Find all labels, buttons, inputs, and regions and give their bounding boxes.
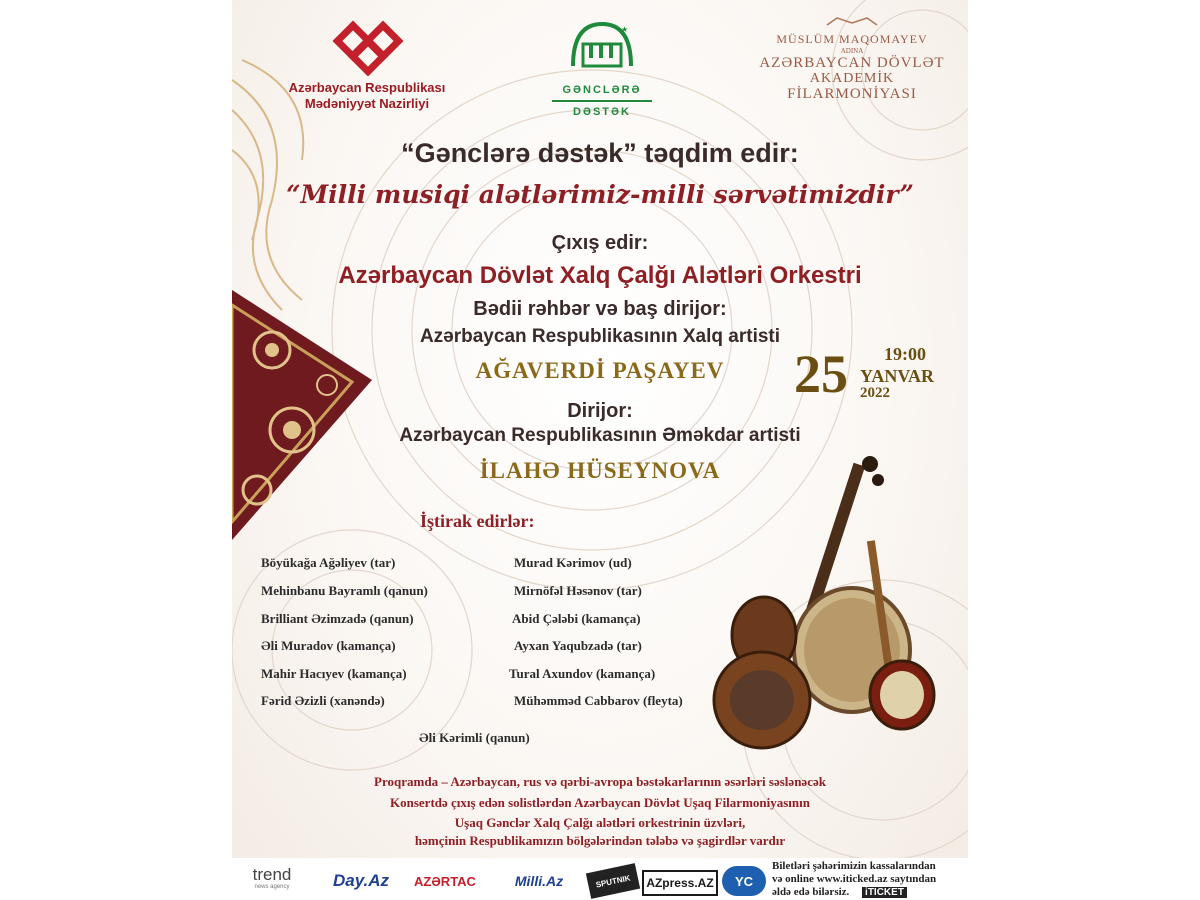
yc-logo: YC	[722, 866, 766, 896]
tickets-line1: Biletləri şəhərimizin kassalarından	[772, 860, 936, 872]
footer-line3: Uşaq Gənclər Xalq Çalğı alətləri orkestrinin üzvləri,	[454, 815, 746, 830]
svg-text:★: ★	[621, 25, 629, 34]
support-line1: GƏNCLƏRƏ	[562, 84, 642, 96]
participant-left-2: Mehinbanu Bayramlı (qanun)	[261, 583, 428, 598]
date-month: YANVAR	[860, 366, 935, 386]
participant-left-3: Brilliant Əzimzadə (qanun)	[261, 611, 414, 626]
phil-line2: ADINA	[840, 47, 864, 55]
footer-line2: Konsertdə çıxış edən solistlərdən Azərbaycan Dövlət Uşaq Filarmoniyasının	[390, 795, 810, 810]
phil-line4: AKADEMİK	[809, 71, 895, 86]
crown-ornament-icon	[822, 15, 882, 27]
trend-sub: news agency	[254, 884, 290, 890]
orchestra-name: Azərbaycan Dövlət Xalq Çalğı Alətləri Orkestri	[338, 262, 862, 289]
participant-right-1: Murad Kərimov (ud)	[514, 555, 632, 570]
participant-last: Əli Kərimli (qanun)	[419, 730, 530, 745]
participant-right-3: Abid Çələbi (kamança)	[512, 611, 641, 626]
footer-line1: Proqramda – Azərbaycan, rus və qərbi-avropa bəstəkarlarının əsərləri səslənəcək	[374, 774, 826, 789]
director-label: Bədii rəhbər və baş dirijor:	[473, 298, 727, 320]
concert-title: “Milli musiqi alətlərimiz-milli sərvətimizdir”	[286, 180, 914, 209]
performs-label: Çıxış edir:	[551, 232, 649, 254]
ministry-name	[272, 80, 462, 112]
tickets-info	[772, 860, 968, 899]
instruments-illustration	[702, 440, 968, 770]
azertac-logo: AZƏRTAC	[414, 873, 476, 889]
dayaz-logo: Day.Az	[332, 871, 390, 890]
participant-left-6: Fərid Əzizli (xanəndə)	[261, 693, 385, 708]
participant-right-2: Mirnöfəl Həsənov (tar)	[514, 583, 642, 598]
presents-heading: “Gənclərə dəstək” təqdim edir:	[401, 138, 799, 168]
tickets-line3	[772, 886, 968, 899]
participant-left-4: Əli Muradov (kamança)	[261, 638, 396, 653]
youth-support-logo-icon	[565, 18, 639, 78]
date-block	[794, 342, 964, 412]
conductor-label: Dirijor:	[567, 400, 633, 422]
trend-name: trend	[252, 865, 292, 884]
philharmonic-logo	[752, 14, 952, 103]
tickets-line3-text: əldə edə bilərsiz.	[772, 886, 850, 898]
trend-logo	[236, 862, 308, 900]
conductor-title: Azərbaycan Respublikasının Əməkdar artisti	[399, 425, 801, 446]
phil-line1: MÜSLÜM MAQOMAYEV	[776, 32, 928, 46]
phil-line5: FİLARMONİYASI	[787, 86, 917, 102]
concert-poster	[232, 0, 968, 900]
support-line2: DƏSTƏK	[552, 100, 652, 122]
participant-right-6: Mühəmməd Cabbarov (fleyta)	[514, 693, 683, 708]
participant-right-4: Ayxan Yaqubzadə (tar)	[514, 638, 642, 653]
director-title: Azərbaycan Respublikasının Xalq artisti	[419, 326, 781, 347]
phil-line3: AZƏRBAYCAN DÖVLƏT	[759, 55, 945, 71]
azpress-logo: AZpress.AZ	[642, 870, 718, 896]
youth-support-logo-text	[552, 80, 652, 122]
iticket-logo: iTICKET	[862, 887, 907, 898]
date-year: 2022	[860, 385, 890, 401]
date-day: 25	[794, 344, 848, 404]
sputnik-logo: SPUTNIK	[586, 863, 640, 899]
director-name: AĞAVERDİ PAŞAYEV	[475, 358, 725, 383]
participant-left-1: Böyükağa Ağəliyev (tar)	[261, 555, 396, 570]
footer-line4: həmçinin Respublikamızın bölgələrindən tələbə və şagirdlər vardır	[414, 833, 786, 848]
participants-label: İştirak edirlər:	[420, 511, 535, 531]
tickets-line2: və online www.iticked.az saytından	[772, 873, 937, 885]
ministry-line2: Mədəniyyət Nazirliyi	[304, 96, 430, 111]
conductor-name: İLAHƏ HÜSEYNOVA	[479, 458, 721, 483]
ministry-logo-icon	[328, 20, 408, 76]
date-time: 19:00	[884, 344, 926, 364]
ministry-line1: Azərbaycan Respublikası	[288, 80, 446, 95]
milli-logo: Milli.Az	[514, 873, 564, 889]
participant-left-5: Mahir Hacıyev (kamança)	[261, 666, 407, 681]
participant-right-5: Tural Axundov (kamança)	[509, 666, 656, 681]
